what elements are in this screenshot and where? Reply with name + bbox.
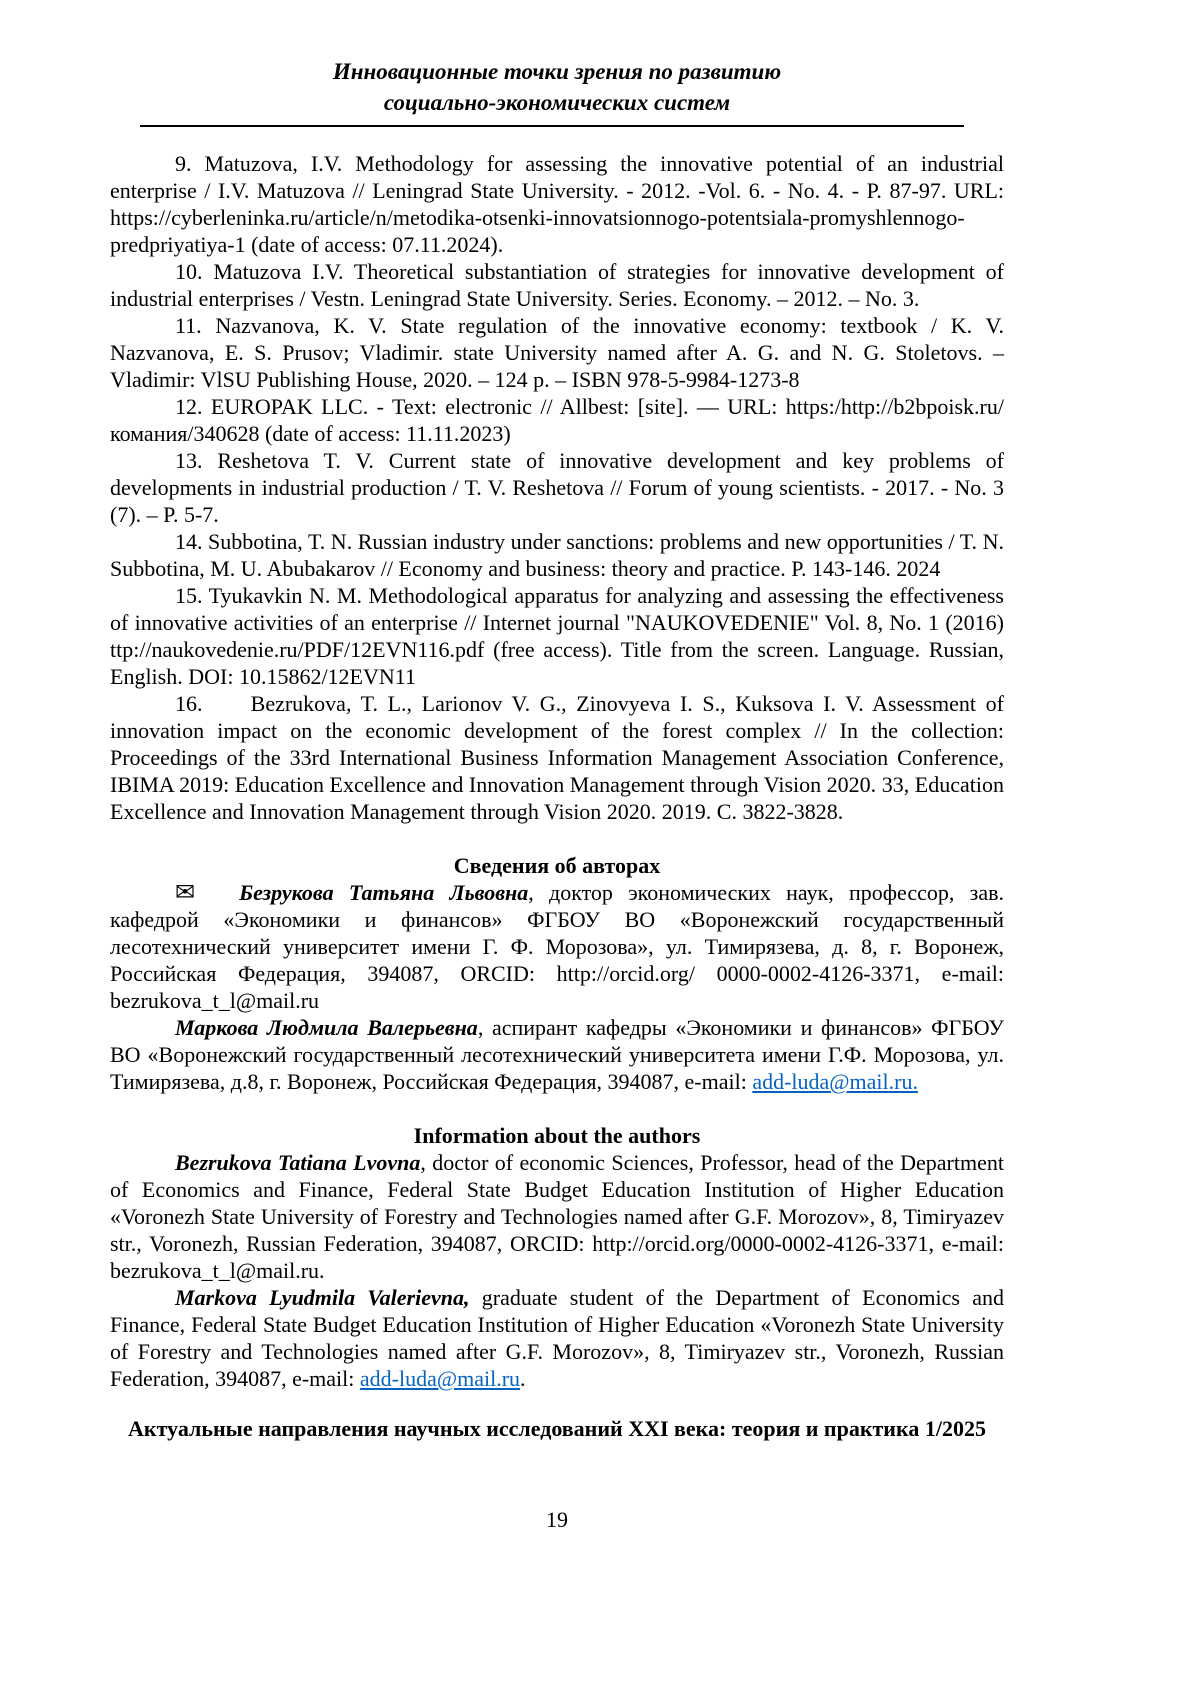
authors-en-heading: Information about the authors [413, 1123, 701, 1148]
author-details-markova-ru: , аспирант кафедры «Экономики и финансов» ФГБОУ ВО «Воронежский государственный лесотехнический университета имени Г.Ф. Морозова, ул. Тимирязева, д.8, г. Воронеж, Российская Федерация, 394087, e-mail: [110, 1015, 1004, 1094]
sentence-period: . [520, 1366, 526, 1391]
header-rule [140, 125, 964, 127]
author-details-markova-en: graduate student of the Department of Economics and Finance, Federal State Budget Education Institution of Higher Education «Voronezh State University of Forestry and Technologies named after G.F. Morozov», 8, Timiryazev str., Voronezh, Russian Federation, 394087, e-mail: [110, 1285, 1004, 1391]
references-list [110, 150, 1004, 825]
journal-footer-line: Актуальные направления научных исследований XXI века: теория и практика 1/2025 [128, 1416, 986, 1441]
authors-en-section [110, 1122, 1004, 1392]
page-number: 19 [546, 1507, 568, 1532]
author-details-bezrukova-en: , doctor of economic Sciences, Professor, head of the Department of Economics and Finance, Federal State Budget Education Institution of Higher Education «Voronezh State University of Forestry and Technologies named after G.F. Morozov», 8, Timiryazev str., Voronezh, Russian Federation, 394087, ORCID: http://orcid.org/0000-0002-4126-3371, e-mail: bezrukova_t_l@mail.ru. [110, 1150, 1004, 1283]
author-entry-markova-ru [110, 1014, 1004, 1095]
email-link-markova-ru[interactable]: add-luda@mail.ru. [752, 1069, 918, 1094]
reference-item-12: 12. EUROPAK LLC. - Text: electronic // Allbest: [site]. — URL: https:/http://b2bpoisk.ru/комания/340628 (date of access: 11.11.2023) [110, 394, 1004, 446]
email-link-markova-en[interactable]: add-luda@mail.ru [359, 1366, 521, 1391]
reference-item-10: 10. Matuzova I.V. Theoretical substantiation of strategies for innovative development of industrial enterprises / Vestn. Leningrad State University. Series. Economy. – 2012. – No. 3. [110, 259, 1004, 311]
reference-item-11: 11. Nazvanova, K. V. State regulation of the innovative economy: textbook / K. V. Nazvanova, E. S. Prusov; Vladimir. state University named after A. G. and N. G. Stoletovs. – Vladimir: VlSU Publishing House, 2020. – 124 p. – ISBN 978-5-9984-1273-8 [110, 313, 1004, 392]
envelope-icon: ✉ [175, 878, 196, 906]
page-footer [0, 1415, 1200, 1697]
authors-ru-section [110, 852, 1004, 1095]
author-name-markova-ru: Маркова Людмила Валерьевна [175, 1015, 478, 1040]
author-entry-bezrukova-en [110, 1149, 1004, 1284]
author-details-bezrukova-ru: , доктор экономических наук, профессор, зав. кафедрой «Экономики и финансов» ФГБОУ ВО «Воронежский государственный лесотехнический университет имени Г. Ф. Морозова», ул. Тимирязева, д. 8, г. Воронеж, Российская Федерация, 394087, ORCID: http://orcid.org/ 0000-0002-4126-3371, e-mail: bezrukova_t_l@mail.ru [110, 880, 1005, 1013]
running-title-line2: социально-экономических систем [383, 90, 731, 115]
author-name-markova-en: Markova Lyudmila Valerievna, [175, 1285, 470, 1310]
reference-item-16: 16. Bezrukova, T. L., Larionov V. G., Zinovyeva I. S., Kuksova I. V. Assessment of innovation impact on the economic development of the forest complex // In the collection: Proceedings of the 33rd International Business Information Management Association Conference, IBIMA 2019: Education Excellence and Innovation Management through Vision 2020. 33, Education Excellence and Innovation Management through Vision 2020. 2019. С. 3822-3828. [110, 691, 1004, 824]
author-entry-markova-en [110, 1284, 1004, 1392]
author-entry-bezrukova-ru [110, 879, 1004, 1014]
running-title-line1: Инновационные точки зрения по развитию [332, 59, 782, 84]
running-title [110, 56, 1004, 127]
reference-item-14: 14. Subbotina, T. N. Russian industry under sanctions: problems and new opportunities / T. N. Subbotina, M. U. Abubakarov // Economy and business: theory and practice. P. 143-146. 2024 [110, 529, 1004, 581]
author-name-bezrukova-en: Bezrukova Tatiana Lvovna [175, 1150, 421, 1175]
reference-item-15: 15. Tyukavkin N. M. Methodological apparatus for analyzing and assessing the effectiveness of innovative activities of an enterprise // Internet journal "NAUKOVEDENIE" Vol. 8, No. 1 (2016) ttp://naukovedenie.ru/PDF/12EVN116.pdf (free access). Title from the screen. Language. Russian, English. DOI: 10.15862/12EVN11 [110, 583, 1004, 689]
author-name-bezrukova-ru: Безрукова Татьяна Львовна [239, 880, 529, 905]
reference-item-13: 13. Reshetova T. V. Current state of innovative development and key problems of developments in industrial production / T. V. Reshetova // Forum of young scientists. - 2017. - No. 3 (7). – P. 5-7. [110, 448, 1004, 527]
authors-ru-heading: Сведения об авторах [453, 853, 661, 878]
reference-item-9: 9. Matuzova, I.V. Methodology for assessing the innovative potential of an industrial enterprise / I.V. Matuzova // Leningrad State University. - 2012. -Vol. 6. - No. 4. - P. 87-97. URL: https://cyberleninka.ru/article/n/metodika-otsenki-innovatsionnogo-potentsiala-promyshlennogo-predpriyatiya-1 (date of access: 07.11.2024). [110, 151, 1004, 257]
